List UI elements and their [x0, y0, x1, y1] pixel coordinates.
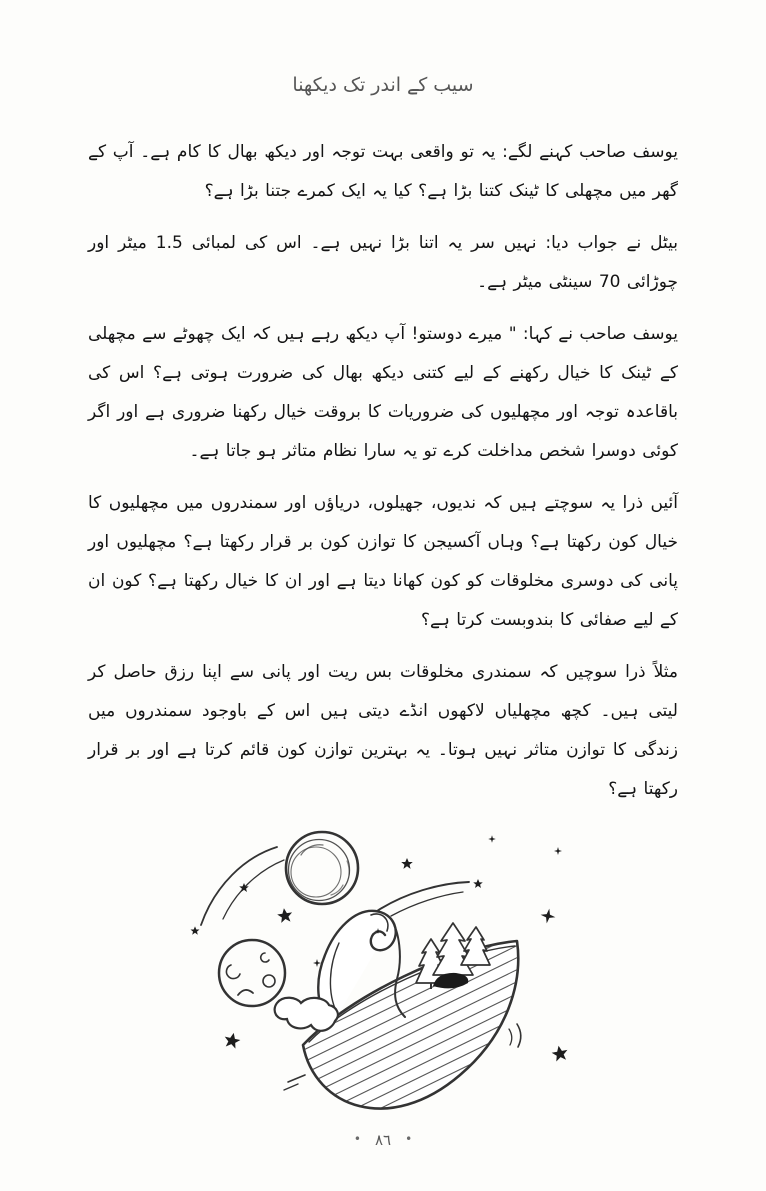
footer-left-bullet: • [405, 1132, 413, 1146]
paragraph-5: مثلاً ذرا سوچیں کہ سمندری مخلوقات بس ریت اور پانی سے اپنا رزق حاصل کر لیتی ہیں۔ کچھ مچھلیاں لاکھوں انڈے دیتی ہیں اس کے باوجود سمندروں میں زندگی کا توازن متاثر نہیں ہوتا۔ یہ بہترین توازن کون قائم کرتا ہے اور بر قرار رکھتا ہے؟ [88, 662, 678, 799]
large-moon-icon [286, 832, 358, 904]
paragraph-1: یوسف صاحب کہنے لگے: یہ تو واقعی بہت توجہ اور دیکھ بھال کا کام ہے۔ آپ کے گھر میں مچھلی کا ٹینک کتنا بڑا ہے؟ کیا یہ ایک کمرے جتنا بڑا ہے؟ [88, 142, 678, 201]
paragraph-3: یوسف صاحب نے کہا: " میرے دوستو! آپ دیکھ رہے ہیں کہ ایک چھوٹے سے مچھلی کے ٹینک کا خیال رکھنے کے لیے کتنی دیکھ بھال کی ضرورت ہوتی ہے؟ اس کی باقاعدہ توجہ اور مچھلیوں کی ضروریات کا بروقت خیال رکھنا ضروری ہے اور اگر کوئی دوسرا شخص مداخلت کرے تو یہ سارا نظام متاثر ہو جاتا ہے۔ [88, 324, 678, 461]
small-cratered-moon-icon [219, 940, 285, 1006]
space-illustration-svg [165, 823, 601, 1119]
footer-right-bullet: • [353, 1132, 361, 1146]
page-number: ٨٦ [374, 1131, 392, 1149]
shooting-star-trail-icon [377, 882, 469, 916]
paragraph-2: بیٹل نے جواب دیا: نہیں سر یہ اتنا بڑا نہیں ہے۔ اس کی لمبائی 1.5 میٹر اور چوڑائی 70 سینٹی میٹر ہے۔ [88, 233, 678, 292]
page-footer [88, 1131, 678, 1149]
comet-trail-icon [201, 847, 284, 925]
paragraph-4: آئیں ذرا یہ سوچتے ہیں کہ ندیوں، جھیلوں، دریاؤں اور سمندروں میں مچھلیوں کا خیال کون رکھتا ہے؟ وہاں آکسیجن کا توازن کون بر قرار رکھتا ہے؟ مچھلیوں اور پانی کی دوسری مخلوقات کو کون کھانا دیتا ہے اور ان کا خیال رکھتا ہے؟ کون ان کے لیے صفائی کا بندوبست کرتا ہے؟ [88, 493, 678, 630]
body-text [88, 133, 678, 809]
running-header-title: سیب کے اندر تک دیکھنا [292, 74, 474, 96]
space-illustration [165, 823, 601, 1119]
